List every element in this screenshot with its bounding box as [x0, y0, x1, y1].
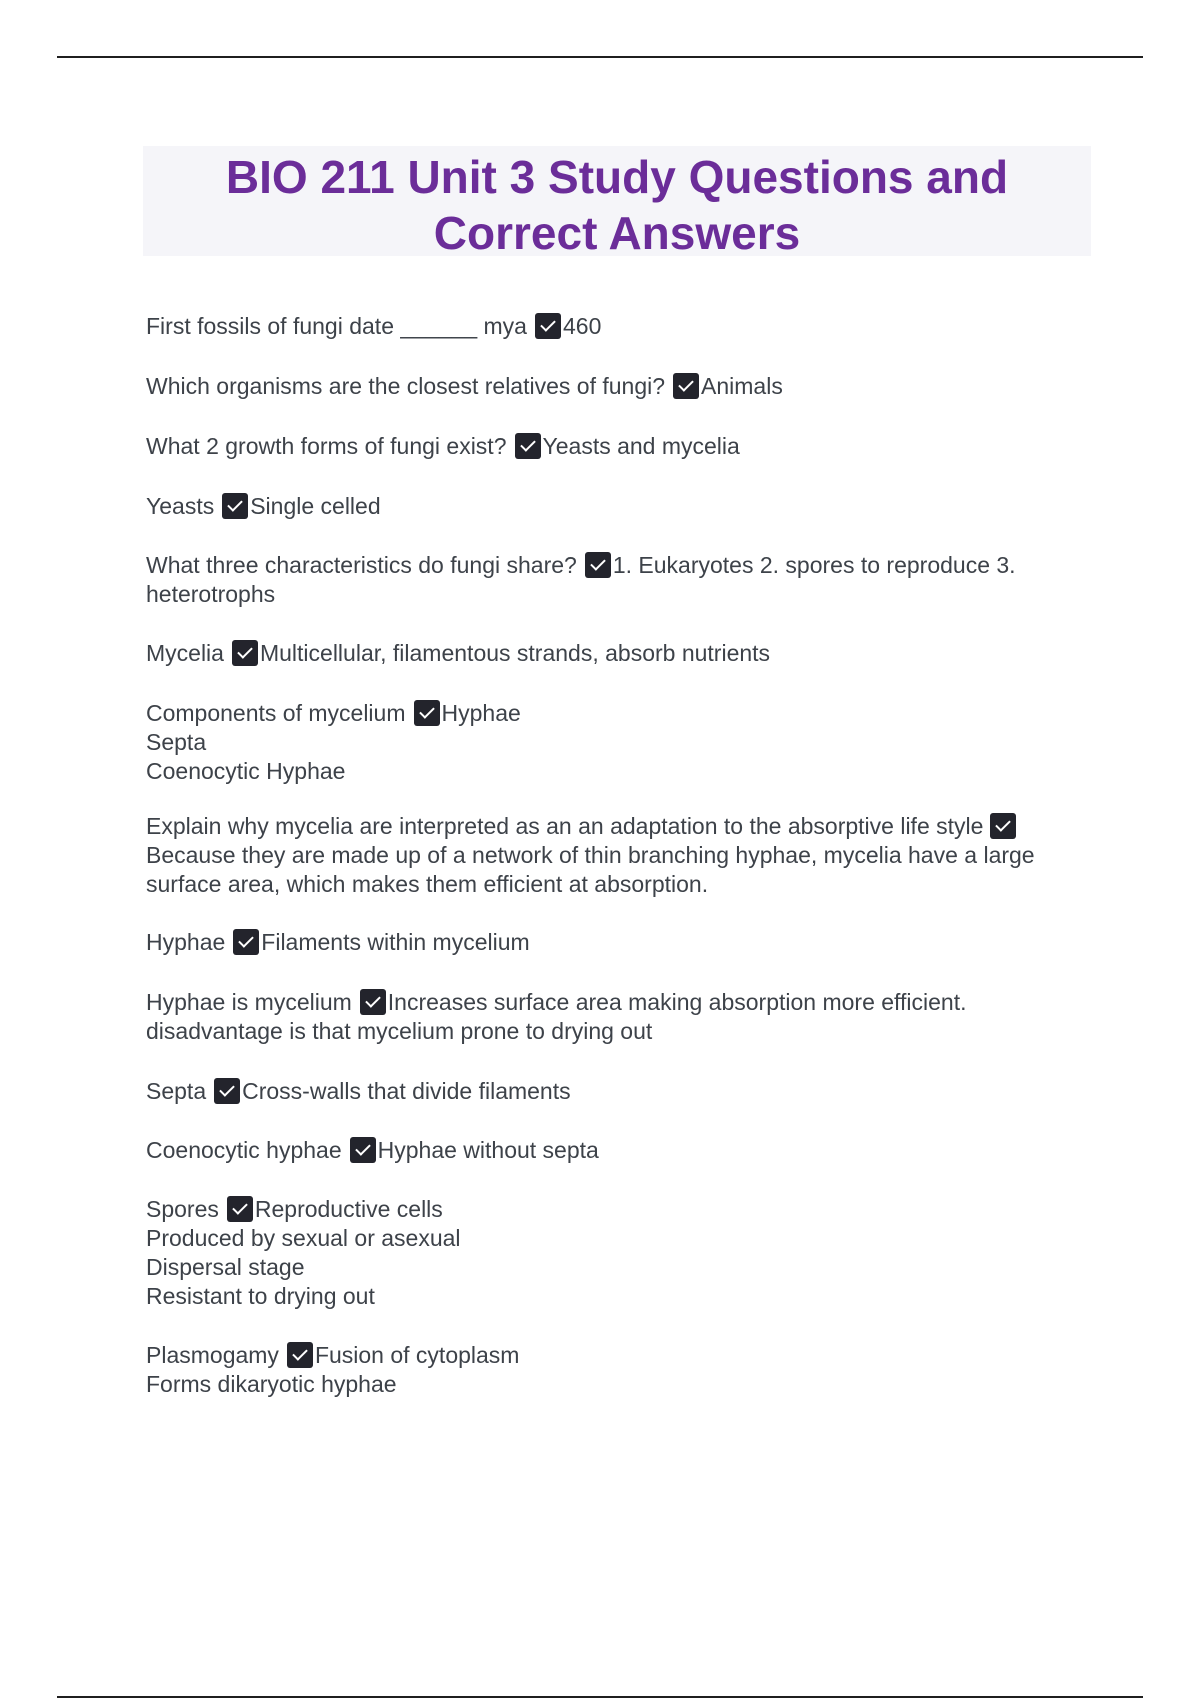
answer-text: 460 — [562, 313, 602, 339]
qa-item — [146, 699, 1076, 786]
check-box-icon — [414, 700, 440, 726]
qa-item — [146, 1136, 1076, 1165]
check-box-icon — [287, 1342, 313, 1368]
document-title: BIO 211 Unit 3 Study Questions and Correct Answers — [225, 151, 1009, 259]
answer-text: Multicellular, filamentous strands, absorb nutrients — [259, 640, 771, 666]
answer-text: Single celled — [250, 493, 381, 519]
bottom-rule — [57, 1696, 1143, 1698]
question-text: Plasmogamy — [146, 1342, 279, 1368]
question-text: Yeasts — [146, 493, 215, 519]
question-text: Spores — [146, 1196, 219, 1222]
qa-item — [146, 988, 1076, 1046]
qa-item — [146, 639, 1076, 668]
answer-text: Reproductive cells Produced by sexual or asexual Dispersal stage Resistant to drying out — [146, 1196, 461, 1309]
question-text: Mycelia — [146, 640, 224, 666]
question-text: Components of mycelium — [146, 700, 406, 726]
check-box-icon — [232, 640, 258, 666]
question-text: What 2 growth forms of fungi exist? — [146, 433, 507, 459]
answer-text: Because they are made up of a network of thin branching hyphae, mycelia have a large surface area, which makes them efficient at absorption. — [146, 842, 1035, 897]
check-box-icon — [360, 989, 386, 1015]
qa-list — [146, 312, 1076, 1399]
answer-text: Filaments within mycelium — [261, 929, 530, 955]
check-box-icon — [233, 929, 259, 955]
question-text: Septa — [146, 1078, 207, 1104]
answer-text: Cross-walls that divide filaments — [242, 1078, 571, 1104]
title-banner — [143, 146, 1091, 259]
check-box-icon — [214, 1078, 240, 1104]
check-box-icon — [535, 313, 561, 339]
qa-item — [146, 1077, 1076, 1106]
qa-item — [146, 928, 1076, 957]
question-text: First fossils of fungi date ______ mya — [146, 313, 527, 339]
qa-item — [146, 492, 1076, 521]
qa-item — [146, 372, 1076, 401]
question-text: Which organisms are the closest relatives of fungi? — [146, 373, 666, 399]
answer-text: Hyphae without septa — [377, 1137, 599, 1163]
question-text: Explain why mycelia are interpreted as an an adaptation to the absorptive life style — [146, 813, 984, 839]
check-box-icon — [515, 433, 541, 459]
check-box-icon — [222, 493, 248, 519]
qa-item — [146, 1341, 1076, 1399]
answer-text: Fusion of cytoplasm Forms dikaryotic hyphae — [146, 1342, 520, 1397]
question-text: Hyphae — [146, 929, 226, 955]
question-text: Coenocytic hyphae — [146, 1137, 342, 1163]
question-text: What three characteristics do fungi share? — [146, 552, 577, 578]
check-box-icon — [673, 373, 699, 399]
qa-item — [146, 812, 1076, 899]
answer-text: Increases surface area making absorption more efficient. disadvantage is that mycelium prone to drying out — [146, 989, 967, 1044]
answer-text: Yeasts and mycelia — [542, 433, 740, 459]
check-box-icon — [227, 1196, 253, 1222]
qa-item — [146, 551, 1076, 609]
qa-item — [146, 1195, 1076, 1311]
qa-item — [146, 432, 1076, 461]
top-rule — [57, 56, 1143, 58]
question-text: Hyphae is mycelium — [146, 989, 352, 1015]
check-box-icon — [350, 1137, 376, 1163]
answer-text: Hyphae Septa Coenocytic Hyphae — [146, 700, 521, 784]
check-box-icon — [990, 813, 1016, 839]
answer-text: Animals — [701, 373, 783, 399]
check-box-icon — [585, 552, 611, 578]
answer-text: 1. Eukaryotes 2. spores to reproduce 3. heterotrophs — [146, 552, 1016, 607]
qa-item — [146, 312, 1076, 341]
